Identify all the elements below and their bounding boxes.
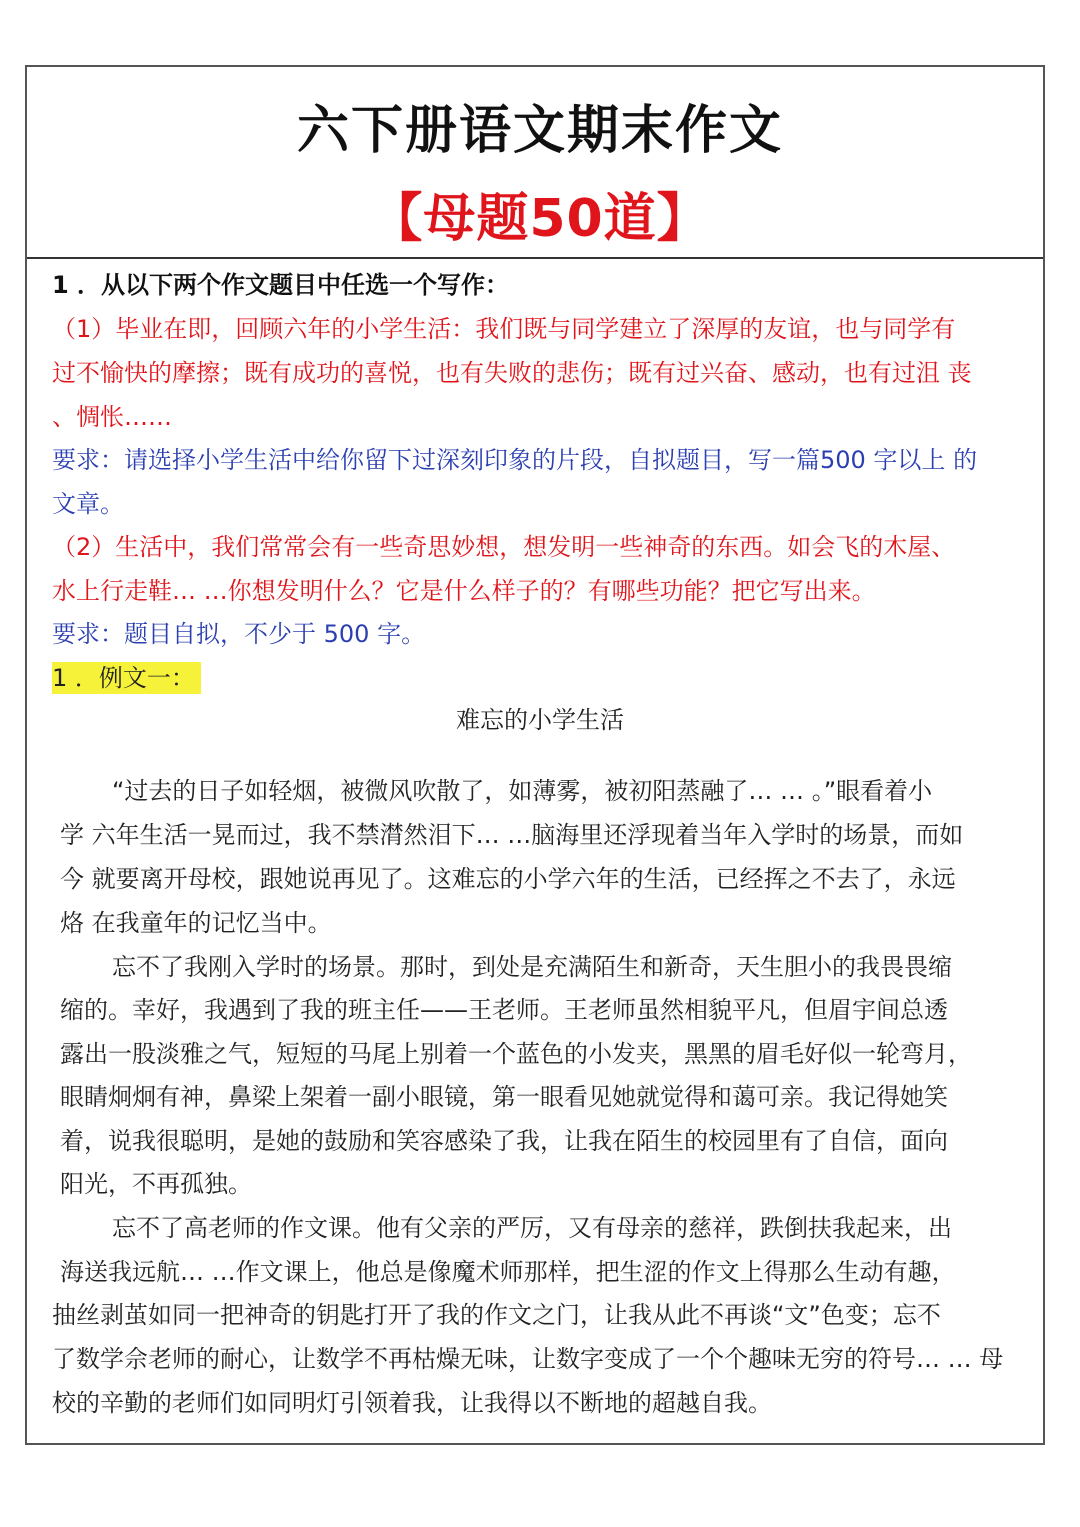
page-subtitle: 【母题50道】 — [370, 189, 710, 249]
option2-line: （2）生活中，我们常常会有一些奇思妙想，想发明一些神奇的东西。如会飞的木屋、 — [52, 533, 956, 561]
essay-line: 缩的。幸好，我遇到了我的班主任——王老师。王老师虽然相貌平凡，但眉宇间总透 — [60, 996, 948, 1024]
essay-line: 忘不了我刚入学时的场景。那时，到处是充满陌生和新奇，天生胆小的我畏畏缩 — [112, 953, 952, 981]
requirement2-line: 要求：题目自拟，不少于 500 字。 — [52, 620, 426, 648]
essay-line: 阳光，不再孤独。 — [60, 1170, 252, 1198]
essay-line: “过去的日子如轻烟，被微风吹散了，如薄雾，被初阳蒸融了… … 。”眼看着小 — [112, 777, 933, 805]
essay-line: 今 就要离开母校，跟她说再见了。这难忘的小学六年的生活，已经挥之不去了，永远 — [60, 865, 956, 893]
essay-line: 海送我远航… …作文课上，他总是像魔术师那样，把生涩的作文上得那么生动有趣， — [60, 1258, 956, 1286]
option2-line: 水上行走鞋… …你想发明什么？它是什么样子的？有哪些功能？把它写出来。 — [52, 577, 876, 605]
requirement1-line: 要求：请选择小学生活中给你留下过深刻印象的片段，自拟题目，写一篇500 字以上 的 — [52, 446, 978, 474]
option1-line: 、惆怅…… — [52, 403, 172, 431]
requirement1-line: 文章。 — [52, 490, 124, 518]
essay-line: 眼睛炯炯有神，鼻梁上架着一副小眼镜，第一眼看见她就觉得和蔼可亲。我记得她笑 — [60, 1083, 948, 1111]
essay-line: 了数学佘老师的耐心，让数学不再枯燥无味，让数字变成了一个个趣味无穷的符号… … 母 — [52, 1345, 1004, 1373]
essay-line: 着，说我很聪明，是她的鼓励和笑容感染了我，让我在陌生的校园里有了自信，面向 — [60, 1127, 948, 1155]
essay-line: 抽丝剥茧如同一把神奇的钥匙打开了我的作文之门，让我从此不再谈“文”色变；忘不 — [52, 1301, 941, 1329]
option1-line: 过不愉快的摩擦；既有成功的喜悦，也有失败的悲伤；既有过兴奋、感动，也有过沮 丧 — [52, 359, 972, 387]
essay-line: 学 六年生活一晃而过，我不禁潸然泪下… …脑海里还浮现着当年入学时的场景，而如 — [60, 821, 964, 849]
essay-line: 忘不了高老师的作文课。他有父亲的严厉，又有母亲的慈祥，跌倒扶我起来，出 — [112, 1214, 952, 1242]
header-divider — [27, 257, 1043, 259]
example-label-highlight: 1 ．例文一： — [52, 662, 201, 694]
page-title: 六下册语文期末作文 — [296, 101, 783, 161]
essay-line: 校的辛勤的老师们如同明灯引领着我，让我得以不断地的超越自我。 — [52, 1389, 772, 1417]
example-label — [52, 661, 201, 695]
essay-line: 露出一股淡雅之气，短短的马尾上别着一个蓝色的小发夹，黑黑的眉毛好似一轮弯月， — [60, 1040, 972, 1068]
essay-title: 难忘的小学生活 — [456, 706, 624, 734]
essay-line: 烙 在我童年的记忆当中。 — [60, 909, 332, 937]
option1-line: （1）毕业在即，回顾六年的小学生活：我们既与同学建立了深厚的友谊，也与同学有 — [52, 315, 956, 343]
question-heading: 1 ．从以下两个作文题目中任选一个写作： — [52, 271, 510, 299]
